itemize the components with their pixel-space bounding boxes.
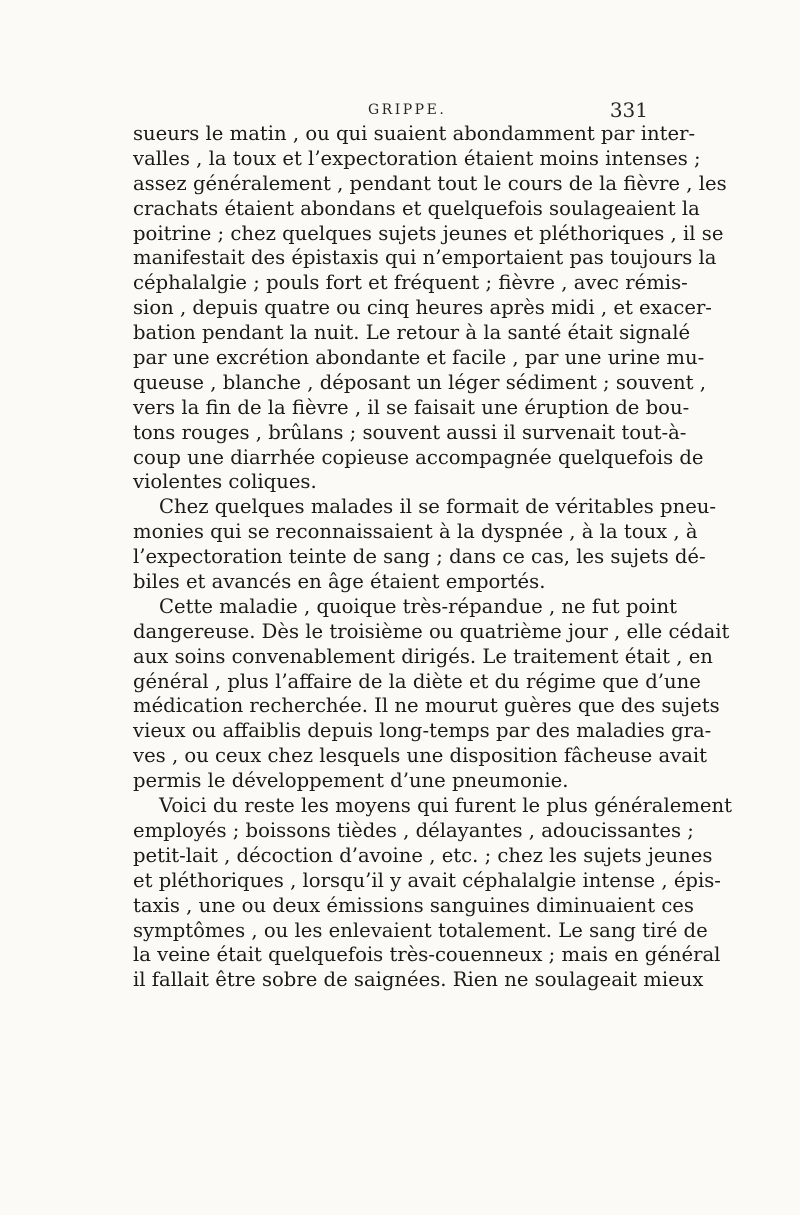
text-line: queuse , blanche , déposant un léger sédiment ; souvent , <box>133 370 706 394</box>
text-line: Voici du reste les moyens qui furent le plus généralement <box>159 794 733 818</box>
text-line: bation pendant la nuit. Le retour à la santé était signalé <box>133 321 691 345</box>
text-line: crachats étaient abondans et quelquefois soulageaient la <box>133 196 700 220</box>
page-number: 331 <box>609 98 648 122</box>
text-line: l’expectoration teinte de sang ; dans ce cas, les sujets dé- <box>133 545 706 569</box>
text-line: et pléthoriques , lorsqu’il y avait céphalalgie intense , épis- <box>133 868 721 892</box>
text-line: coup une diarrhée copieuse accompagnée quelquefois de <box>133 445 704 469</box>
text-line: Chez quelques malades il se formait de véritables pneu- <box>159 495 717 519</box>
paragraph <box>133 122 727 495</box>
text-line: petit-lait , décoction d’avoine , etc. ; chez les sujets jeunes <box>133 843 713 867</box>
text-line: monies qui se reconnaissaient à la dyspnée , à la toux , à <box>133 520 698 544</box>
text-line: vieux ou affaiblis depuis long-temps par des maladies gra- <box>133 719 712 743</box>
text-line: tons rouges , brûlans ; souvent aussi il survenait tout-à- <box>133 420 687 444</box>
text-line: violentes coliques. <box>133 470 317 494</box>
text-line: médication recherchée. Il ne mourut guères que des sujets <box>133 694 720 718</box>
text-line: ves , ou ceux chez lesquels une disposition fâcheuse avait <box>133 744 708 768</box>
text-line: biles et avancés en âge étaient emportés. <box>133 570 546 594</box>
text-line: sion , depuis quatre ou cinq heures après midi , et exacer- <box>133 296 712 320</box>
text-line: valles , la toux et l’expectoration étaient moins intenses ; <box>133 146 701 170</box>
text-line: taxis , une ou deux émissions sanguines diminuaient ces <box>133 893 694 917</box>
text-line: il fallait être sobre de saignées. Rien ne soulageait mieux <box>133 968 704 992</box>
text-line: vers la fin de la fièvre , il se faisait une éruption de bou- <box>133 395 690 419</box>
paragraph <box>133 794 733 993</box>
text-line: sueurs le matin , ou qui suaient abondamment par inter- <box>133 122 696 145</box>
text-line: aux soins convenablement dirigés. Le traitement était , en <box>133 644 713 668</box>
text-line: céphalalgie ; pouls fort et fréquent ; fièvre , avec rémis- <box>133 271 688 295</box>
text-line: symptômes , ou les enlevaient totalement. Le sang tiré de <box>133 918 708 942</box>
text-line: permis le développement d’une pneumonie. <box>133 769 569 793</box>
running-title: GRIPPE. <box>368 102 447 118</box>
running-head <box>0 100 800 124</box>
body-text <box>133 122 733 993</box>
text-line: la veine était quelquefois très-couenneux ; mais en général <box>133 943 721 967</box>
text-line: poitrine ; chez quelques sujets jeunes et pléthoriques , il se <box>133 221 724 245</box>
text-line: employés ; boissons tièdes , délayantes , adoucissantes ; <box>133 818 694 842</box>
text-line: Cette maladie , quoique très-répandue , ne fut point <box>159 594 677 618</box>
text-line: général , plus l’affaire de la diète et du régime que d’une <box>133 669 701 693</box>
text-line: manifestait des épistaxis qui n’emportaient pas toujours la <box>133 246 717 270</box>
text-line: par une excrétion abondante et facile , par une urine mu- <box>133 346 705 370</box>
paragraph <box>133 495 717 595</box>
text-line: dangereuse. Dès le troisième ou quatrième jour , elle cédait <box>133 619 730 643</box>
paragraph <box>133 594 730 794</box>
text-line: assez généralement , pendant tout le cours de la fièvre , les <box>133 171 727 195</box>
